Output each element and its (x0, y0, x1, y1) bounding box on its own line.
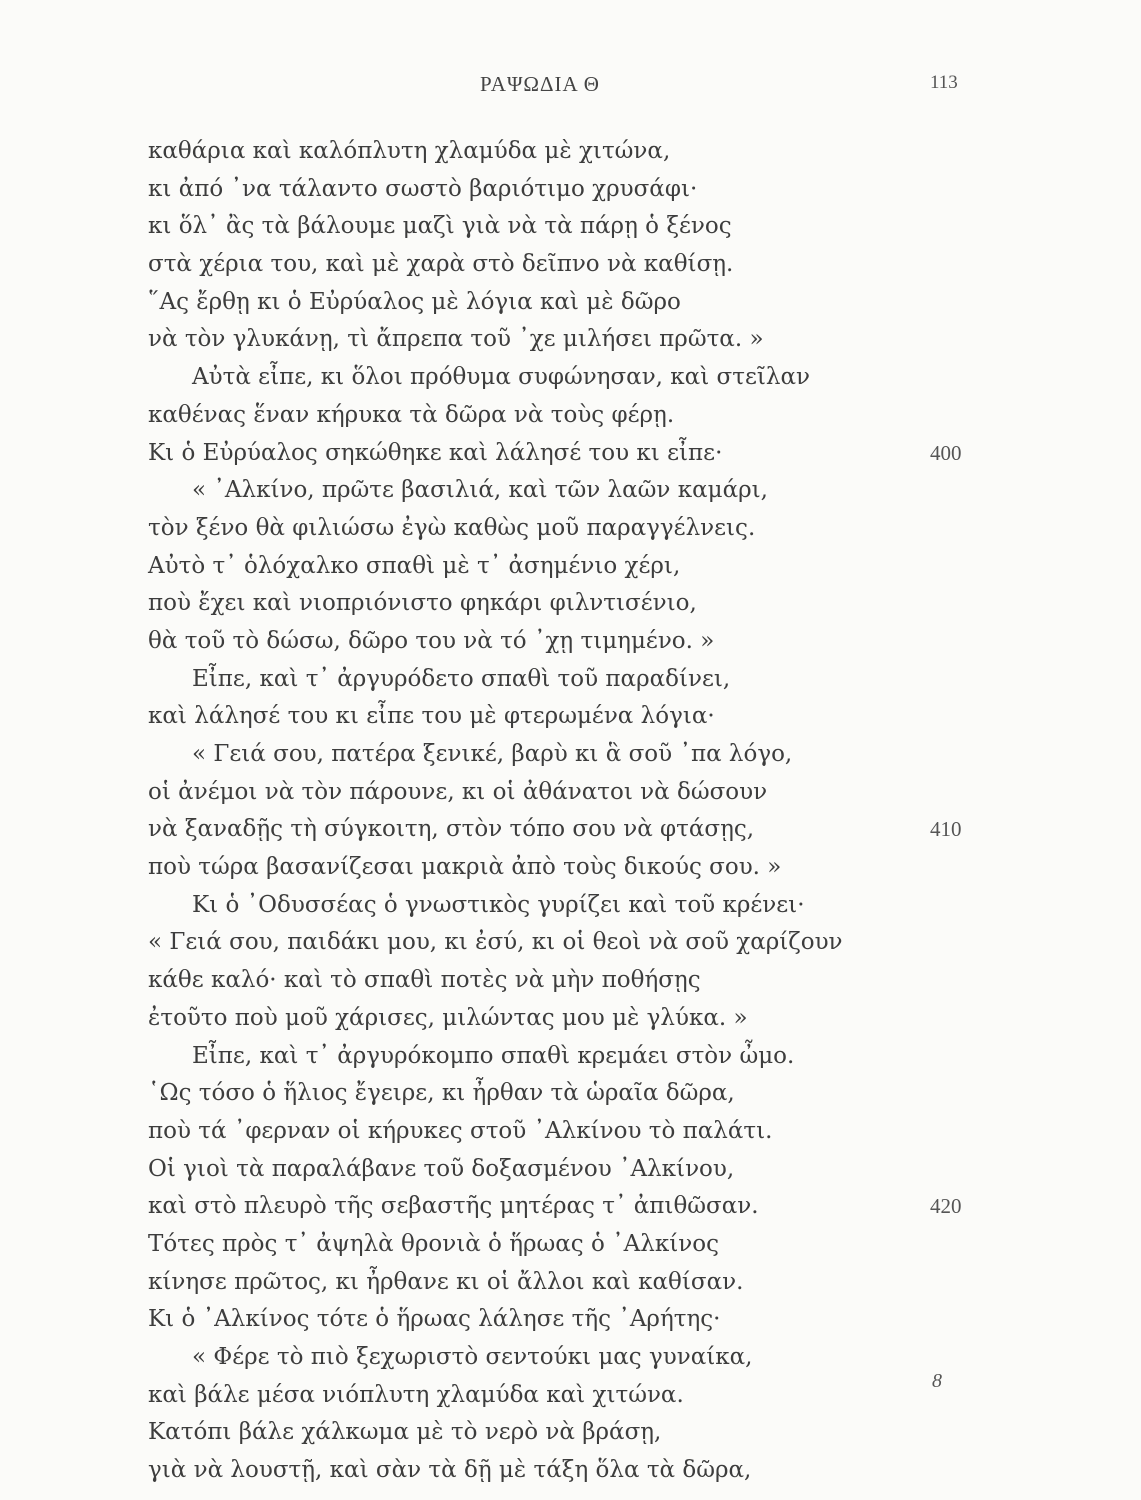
verse-text: κάθε καλό· καὶ τὸ σπαθὶ ποτὲς νὰ μὴν ποθήσῃς (148, 967, 701, 994)
verse-text: Αὐτὸ τ᾽ ὁλόχαλκο σπαθὶ μὲ τ᾽ ἀσημένιο χέρι, (148, 552, 681, 579)
verse-line (0, 400, 1141, 438)
verse-text: οἱ ἀνέμοι νὰ τὸν πάρουνε, κι οἱ ἀθάνατοι νὰ δώσουν (148, 778, 768, 805)
signature-mark: 8 (932, 1370, 942, 1392)
verse-line (0, 1304, 1141, 1342)
verse-text: στὰ χέρια του, καὶ μὲ χαρὰ στὸ δεῖπνο νὰ καθίσῃ. (148, 251, 734, 278)
verse-line (0, 1078, 1141, 1116)
verse-text: Εἶπε, καὶ τ᾽ ἀργυρόδετο σπαθὶ τοῦ παραδίνει, (192, 665, 731, 692)
verse-line (0, 1154, 1141, 1192)
verse-text: καθάρια καὶ καλόπλυτη χλαμύδα μὲ χιτώνα, (148, 138, 671, 164)
verse-text: καθένας ἕναν κήρυκα τὰ δῶρα νὰ τοὺς φέρῃ. (148, 401, 675, 428)
verse-text: ἐτοῦτο ποὺ μοῦ χάρισες, μιλώντας μου μὲ γλύκα. » (148, 1004, 748, 1031)
verse-line (0, 324, 1141, 362)
verse-line (0, 965, 1141, 1003)
verse-line (0, 174, 1141, 212)
verse-text: Κι ὁ Εὐρύαλος σηκώθηκε καὶ λάλησέ του κι εἶπε· (148, 439, 723, 466)
verse-line (0, 513, 1141, 551)
verse-text: καὶ στὸ πλευρὸ τῆς σεβαστῆς μητέρας τ᾽ ἀπιθῶσαν. (148, 1193, 759, 1220)
verse-text: Οἱ γιοὶ τὰ παραλάβανε τοῦ δοξασμένου ᾽Αλκίνου, (148, 1155, 735, 1182)
verse-line (0, 1229, 1141, 1267)
verse-text: Κι ὁ ᾽Οδυσσέας ὁ γνωστικὸς γυρίζει καὶ τοῦ κρένει· (192, 891, 805, 918)
verse-line (0, 362, 1141, 400)
verse-text: ποὺ ἔχει καὶ νιοπριόνιστο φηκάρι φιλντισένιο, (148, 590, 697, 617)
verse-text: « Φέρε τὸ πιὸ ξεχωριστὸ σεντούκι μας γυναίκα, (192, 1344, 753, 1370)
verse-text: καὶ λάλησέ του κι εἶπε του μὲ φτερωμένα λόγια· (148, 703, 715, 730)
verse-text: ῞Ας ἔρθῃ κι ὁ Εὐρύαλος μὲ λόγια καὶ μὲ δῶρο (148, 288, 681, 315)
verse-line (0, 1003, 1141, 1041)
verse-line (0, 664, 1141, 702)
running-head (0, 72, 1141, 112)
verse-line (0, 890, 1141, 928)
verse-text: καὶ βάλε μέσα νιόπλυτη χλαμύδα καὶ χιτώνα. (148, 1381, 684, 1408)
verse-line (0, 927, 1141, 965)
verse-line (0, 1455, 1141, 1493)
verse-line (0, 814, 1141, 852)
line-number: 420 (930, 1194, 962, 1219)
verse-text: θὰ τοῦ τὸ δώσω, δῶρο του νὰ τό ᾽χῃ τιμημένο. » (148, 627, 715, 654)
verse-line (0, 1380, 1141, 1418)
verse-text: Τότες πρὸς τ᾽ ἀψηλὰ θρονιὰ ὁ ἥρωας ὁ ᾽Αλκίνος (148, 1230, 719, 1257)
verse-line (0, 1267, 1141, 1305)
verse-line (0, 701, 1141, 739)
verse-line (0, 438, 1141, 476)
verse-line (0, 852, 1141, 890)
line-number: 400 (930, 440, 962, 465)
verse-line (0, 475, 1141, 513)
verse-line (0, 249, 1141, 287)
verse-line (0, 211, 1141, 249)
running-title: ΡΑΨΩΔΙΑ Θ (480, 72, 600, 96)
verse-text: κι ὅλ᾽ ἂς τὰ βάλουμε μαζὶ γιὰ νὰ τὰ πάρῃ ὁ ξένος (148, 213, 732, 240)
verse-line (0, 1041, 1141, 1079)
verse-line (0, 287, 1141, 325)
verse-block (0, 136, 1141, 1493)
verse-text: « ᾽Αλκίνο, πρῶτε βασιλιά, καὶ τῶν λαῶν καμάρι, (192, 477, 768, 504)
verse-text: ῾Ως τόσο ὁ ἥλιος ἔγειρε, κι ἦρθαν τὰ ὡραῖα δῶρα, (148, 1080, 735, 1107)
verse-line (0, 739, 1141, 777)
verse-text: κίνησε πρῶτος, κι ἦρθανε κι οἱ ἄλλοι καὶ καθίσαν. (148, 1268, 744, 1295)
verse-text: γιὰ νὰ λουστῇ, καὶ σὰν τὰ δῇ μὲ τάξη ὅλα τὰ δῶρα, (148, 1457, 752, 1484)
verse-line (0, 588, 1141, 626)
verse-text: ποὺ τώρα βασανίζεσαι μακριὰ ἀπὸ τοὺς δικούς σου. » (148, 854, 782, 881)
verse-line (0, 1191, 1141, 1229)
verse-text: νὰ τὸν γλυκάνῃ, τὶ ἄπρεπα τοῦ ᾽χε μιλήσει πρῶτα. » (148, 326, 764, 353)
verse-text: ποὺ τά ᾽φερναν οἱ κήρυκες στοῦ ᾽Αλκίνου τὸ παλάτι. (148, 1117, 773, 1144)
verse-line (0, 136, 1141, 174)
verse-line (0, 1342, 1141, 1380)
verse-line (0, 777, 1141, 815)
verse-text: « Γειά σου, πατέρα ξενικέ, βαρὺ κι ἃ σοῦ ᾽πα λόγο, (192, 741, 793, 767)
verse-text: « Γειά σου, παιδάκι μου, κι ἐσύ, κι οἱ θεοὶ νὰ σοῦ χαρίζουν (148, 929, 843, 956)
verse-text: Κι ὁ ᾽Αλκίνος τότε ὁ ἥρωας λάλησε τῆς ᾽Αρήτης· (148, 1306, 721, 1333)
verse-text: τὸν ξένο θὰ φιλιώσω ἐγὼ καθὼς μοῦ παραγγέλνεις. (148, 514, 756, 541)
page-number: 113 (930, 72, 958, 93)
verse-line (0, 551, 1141, 589)
verse-line (0, 626, 1141, 664)
verse-text: Εἶπε, καὶ τ᾽ ἀργυρόκομπο σπαθὶ κρεμάει στὸν ὦμο. (192, 1042, 795, 1069)
verse-text: νὰ ξαναδῇς τὴ σύγκοιτη, στὸν τόπο σου νὰ φτάσῃς, (148, 816, 755, 843)
verse-text: Αὐτὰ εἶπε, κι ὅλοι πρόθυμα συφώνησαν, καὶ στεῖλαν (192, 364, 810, 391)
verse-text: Κατόπι βάλε χάλκωμα μὲ τὸ νερὸ νὰ βράσῃ, (148, 1419, 662, 1446)
verse-line (0, 1116, 1141, 1154)
verse-text: κι ἀπό ᾽να τάλαντο σωστὸ βαριότιμο χρυσάφι· (148, 175, 698, 202)
line-number: 410 (930, 817, 962, 842)
verse-line (0, 1417, 1141, 1455)
